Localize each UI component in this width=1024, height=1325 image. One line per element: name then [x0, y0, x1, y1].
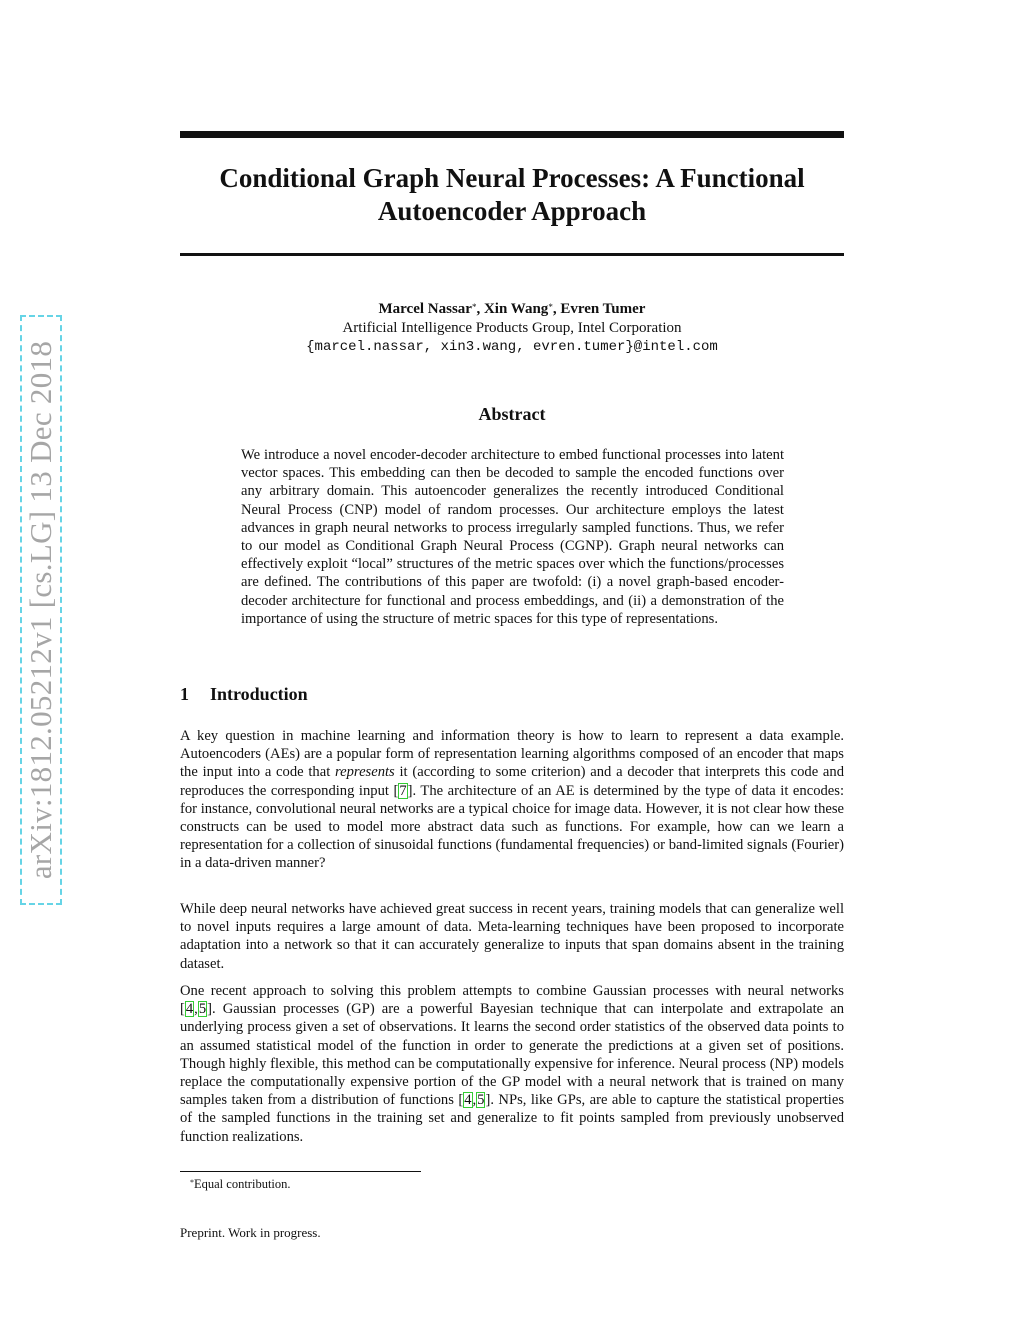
intro-paragraph-1 [180, 727, 844, 873]
footnote-rule [180, 1171, 421, 1172]
paper-title [180, 162, 844, 228]
footnote-mark: * [190, 1178, 194, 1187]
intro-paragraph-3-text-b: ]. Gaussian processes (GP) are a powerful Bayesian technique that can interpolate and extrapolate an underlying process given a set of observations. It learns the second order statistics of the observed data points to an assumed statistical model of the function in order to generate the predictions at a given set of positions. Though highly flexible, this method can be computationally expensive for inference. Neural process (NP) models replace the computationally expensive portion of the GP model with a neural network that is trained on many samples taken from a distribution of functions [ [180, 1001, 844, 1109]
citation-link-7[interactable]: 7 [399, 782, 407, 799]
author-name-2: Xin Wang [483, 301, 549, 317]
intro-paragraph-1-text-c: ]. The architecture of an AE is determined by the type of data it encodes: for instance, convolutional neural networks are a typical choice for image data. However, it is not clear how these constructs can be used to model more abstract data such as functions. For example, how can we learn a representation for a collection of sinusoidal functions (fundamental frequencies) or band-limited signals (Fourier) in a data-driven manner? [180, 782, 844, 872]
intro-paragraph-2: While deep neural networks have achieved great success in recent years, training models that can generalize well to novel inputs requires a large amount of data. Meta-learning techniques have been proposed to incorporate adaptation into a network so that it can accurately generalize to inputs that span domains absent in the training dataset. [180, 901, 844, 972]
arxiv-identifier-stamp[interactable]: arXiv:1812.05212v1 [cs.LG] 13 Dec 2018 [20, 315, 62, 905]
intro-paragraph-1-text-b: it (according to some criterion) and a decoder that interprets this code and reproduces the corresponding input [ [180, 764, 845, 799]
title-rule-top [180, 131, 844, 138]
citation-link-4-second[interactable]: 4 [464, 1092, 472, 1109]
paper-title-line-2: Autoencoder Approach [377, 196, 647, 226]
author-affiliation: Artificial Intelligence Products Group, Intel Corporation [342, 320, 682, 336]
author-name-3: Evren Tumer [560, 301, 646, 317]
section-heading-introduction [180, 684, 308, 705]
author-names: Marcel Nassar*, Xin Wang*, Evren Tumer [378, 301, 646, 317]
intro-paragraph-3-text-c: ]. NPs, like GPs, are able to capture the statistical properties of the sampled functions in the training set and generalize to fit points sampled from previously unobserved function realizations. [180, 1092, 844, 1145]
equal-contribution-mark-1: * [471, 302, 477, 312]
footnote [190, 1176, 291, 1192]
intro-paragraph-3-text-a: One recent approach to solving this problem attempts to combine Gaussian processes with neural networks [ [180, 983, 844, 1018]
emphasis-represents: represents [335, 764, 395, 781]
citation-link-5[interactable]: 5 [198, 1001, 207, 1018]
citation-link-4[interactable]: 4 [185, 1001, 194, 1018]
author-emails: {marcel.nassar, xin3.wang, evren.tumer}@intel.com [306, 339, 718, 355]
section-title: Introduction [210, 684, 308, 704]
preprint-notice: Preprint. Work in progress. [180, 1225, 321, 1240]
citation-link-5-second[interactable]: 5 [477, 1092, 485, 1109]
abstract-heading: Abstract [478, 404, 546, 424]
intro-paragraph-3: One recent approach to solving this problem attempts to combine Gaussian processes with neural networks [4,5]. Gaussian processes (GP) are a powerful Bayesian technique that can interpolate and extrapolate an underlying process given a set of observations. It learns the second order statistics of the observed data points to an assumed statistical model of the function in order to generate the predictions at a given set of positions. Though highly flexible, this method can be computationally expensive for inference. Neural process (NP) models replace the computationally expensive portion of the GP model with a neural network that is trained on many samples taken from a distribution of functions [4,5]. NPs, like GPs, are able to capture the statistical properties of the sampled functions in the training set and generalize to fit points sampled from previously unobserved function realizations. [180, 983, 844, 1145]
author-name-1: Marcel Nassar [378, 301, 472, 317]
footnote-text: Equal contribution. [194, 1177, 291, 1191]
title-rule-bottom [180, 253, 844, 256]
intro-paragraph-1-text-a: A key question in machine learning and information theory is how to learn to represent a data example. Autoencoders (AEs) are a popular form of representation learning algorithms composed of an encoder that maps the input into a code that [180, 728, 844, 781]
abstract-body: We introduce a novel encoder-decoder architecture to embed functional processes into latent vector spaces. This embedding can then be decoded to sample the encoded functions over any arbitrary domain. This autoencoder generalizes the recently introduced Conditional Neural Process (CNP) model of random processes. Our architecture employs the latest advances in graph neural networks to process irregularly sampled functions. Thus, we refer to our model as Conditional Graph Neural Process (CGNP). Graph neural networks can effectively exploit “local” structures of the metric spaces over which the functions/processes are defined. The contributions of this paper are twofold: (i) a novel graph-based encoder-decoder architecture for functional and process embeddings, and (ii) a demonstration of the importance of using the structure of metric spaces for this type of representations. [241, 447, 784, 627]
paper-title-line-1: Conditional Graph Neural Processes: A Functional [219, 163, 805, 193]
section-number: 1 [180, 684, 189, 704]
equal-contribution-mark-2: * [548, 302, 553, 312]
author-block [180, 300, 844, 357]
